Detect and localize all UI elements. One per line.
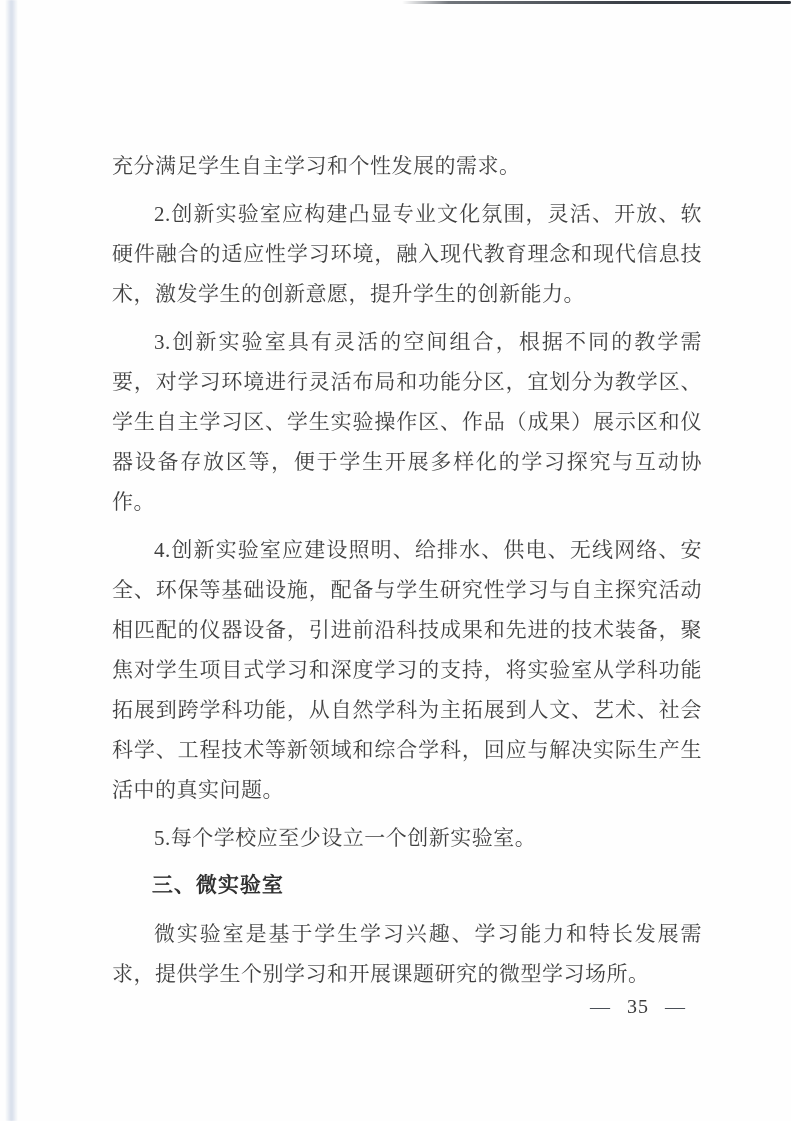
paragraph-item-3: 3.创新实验室具有灵活的空间组合，根据不同的教学需要，对学习环境进行灵活布局和功能分区，宜划分为教学区、学生自主学习区、学生实验操作区、作品（成果）展示区和仪器设备存放区等，便于学生开展多样化的学习探究与互动协作。 bbox=[112, 330, 702, 514]
paragraph-continuation: 充分满足学生自主学习和个性发展的需求。 bbox=[112, 154, 521, 178]
document-content bbox=[112, 146, 702, 1002]
page-number-dash-right: — bbox=[665, 996, 686, 1018]
paragraph-item-4: 4.创新实验室应建设照明、给排水、供电、无线网络、安全、环保等基础设施，配备与学生研究性学习与自主探究活动相匹配的仪器设备，引进前沿科技成果和先进的技术装备，聚焦对学生项目式学习和深度学习的支持，将实验室从学科功能拓展到跨学科功能，从自然学科为主拓展到人文、艺术、社会科学、工程技术等新领域和综合学科，回应与解决实际生产生活中的真实问题。 bbox=[112, 538, 702, 802]
scan-artifact-top-line bbox=[402, 1, 791, 4]
scan-artifact-left-streak bbox=[5, 0, 18, 1121]
page-number-value: 35 bbox=[627, 996, 649, 1018]
paragraph-item-5: 5.每个学校应至少设立一个创新实验室。 bbox=[154, 826, 537, 850]
paragraph-item-2: 2.创新实验室应构建凸显专业文化氛围，灵活、开放、软硬件融合的适应性学习环境，融入现代教育理念和现代信息技术，激发学生的创新意愿，提升学生的创新能力。 bbox=[112, 202, 702, 306]
section-heading-micro-lab: 三、微实验室 bbox=[151, 874, 284, 897]
paragraph-micro-lab-intro: 微实验室是基于学生学习兴趣、学习能力和特长发展需求，提供学生个别学习和开展课题研究的微型学习场所。 bbox=[112, 922, 702, 986]
page-number bbox=[590, 996, 686, 1019]
page-number-dash-left: — bbox=[590, 996, 611, 1018]
